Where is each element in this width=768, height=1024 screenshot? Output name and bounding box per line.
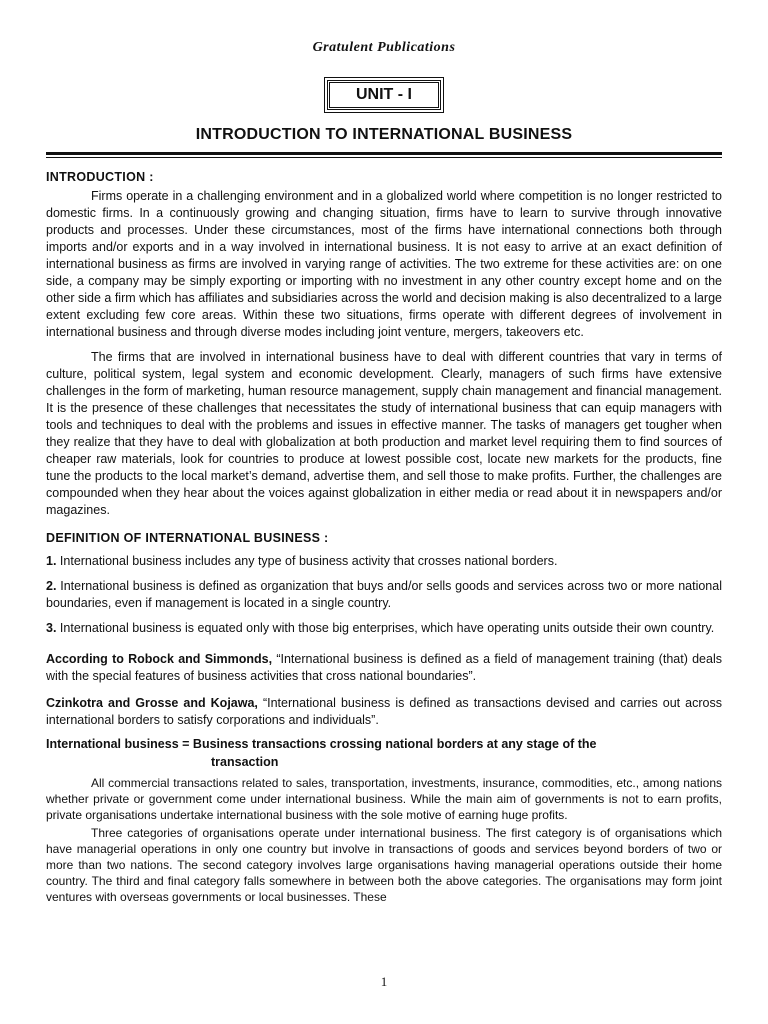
quote-text: “International business is defined as a field of management training (that) deals with the special features of business activities that cross national boundaries”. — [46, 652, 722, 683]
definition-item-text: International business is equated only with those big enterprises, which have operating units outside their own country. — [59, 621, 715, 635]
quote-author: According to Robock and Simmonds, — [46, 652, 273, 666]
commercial-transactions-paragraph: All commercial transactions related to sales, transportation, investments, insurance, commodities, etc., among nations whether private or government come under international business. While the main aim of governments is not to earn profits, private organisations undertake international business with the sole motive of earning huge profits. — [46, 776, 722, 822]
equation-line-2: transaction — [211, 755, 279, 769]
chapter-title: INTRODUCTION TO INTERNATIONAL BUSINESS — [195, 126, 573, 143]
title-rule-thin — [46, 157, 722, 158]
czinkotra-quote — [46, 695, 722, 729]
definition-item-2 — [46, 578, 722, 612]
definition-item-number: 3. — [46, 621, 57, 635]
definition-item-number: 2. — [46, 579, 57, 593]
title-rule-thick — [46, 152, 722, 155]
categories-paragraph: Three categories of organisations operate under international business. The first category is of organisations which have managerial operations in only one country but involve in transactions of goods and services beyond borders of two or more than two nations. The second category involves large organisations having managerial operations outside their home country. The third and final category falls somewhere in between both the above categories. The organisations may form joint ventures with overseas governments or local businesses. These — [46, 826, 722, 904]
unit-label-wrapper — [46, 80, 722, 110]
robock-simmonds-quote — [46, 651, 722, 685]
quote-author: Czinkotra and Grosse and Kojawa, — [46, 696, 258, 710]
introduction-paragraph-2: The firms that are involved in international business have to deal with different countries that vary in terms of culture, political system, legal system and economic development. Clearly, managers of such firms have extensive challenges in the form of marketing, human resource management, supply chain management and financial management. It is the presence of these challenges that necessitates the study of international business that can equip managers with tools and techniques to deal with the problems and issues in effective manner. The tasks of managers get tougher when they realize that they have to deal with globalization at both production and market level requiring them to find sources of cheaper raw materials, look for countries to produce at lowest possible cost, locate new markets for the products, fine tune the products to the local market’s demand, advertise them, and sell those to make profits. Further, the challenges are compounded when they hear about the voices against globalization in either media or read about it in newspapers and/or magazines. — [46, 350, 722, 517]
definition-item-text: International business includes any type of business activity that crosses national borders. — [59, 554, 558, 568]
equation-line-1: International business = Business transactions crossing national borders at any stage of the — [46, 737, 597, 751]
definition-item-number: 1. — [46, 554, 57, 568]
international-business-equation — [46, 735, 722, 771]
introduction-paragraph-1: Firms operate in a challenging environment and in a globalized world where competition is no longer restricted to domestic firms. In a continuously growing and changing situation, firms have to learn to survive through innovative products and processes. Under these circumstances, most of the firms have international connections both through imports and/or exports and in a way involved in international business. It is not easy to arrive at an exact definition of international business as firms are involved in varying range of activities. The two extreme for these activities are: on one side, a company may be simply exporting or importing with no investment in any other country except home and on the other side a firm which has affiliates and subsidiaries across the world and decision making is also decentralized to a large extent excluding few core areas. Within these two situations, firms operate with different degrees of involvement in international business and through diverse modes including joint venture, mergers, takeovers etc. — [46, 189, 722, 339]
publisher-name: Gratulent Publications — [312, 40, 456, 55]
page-number: 1 — [380, 974, 388, 989]
quote-text: “International business is defined as transactions devised and carries out across international borders to satisfy corporations and individuals”. — [46, 696, 722, 727]
document-page — [46, 0, 722, 905]
definition-heading: DEFINITION OF INTERNATIONAL BUSINESS : — [46, 531, 329, 545]
definition-item-3 — [46, 620, 722, 637]
unit-label: UNIT - I — [327, 80, 441, 110]
definition-item-text: International business is defined as organization that buys and/or sells goods and services across two or more national boundaries, even if management is located in a single country. — [46, 579, 722, 610]
definition-item-1 — [46, 553, 722, 570]
introduction-heading: INTRODUCTION : — [46, 170, 154, 184]
